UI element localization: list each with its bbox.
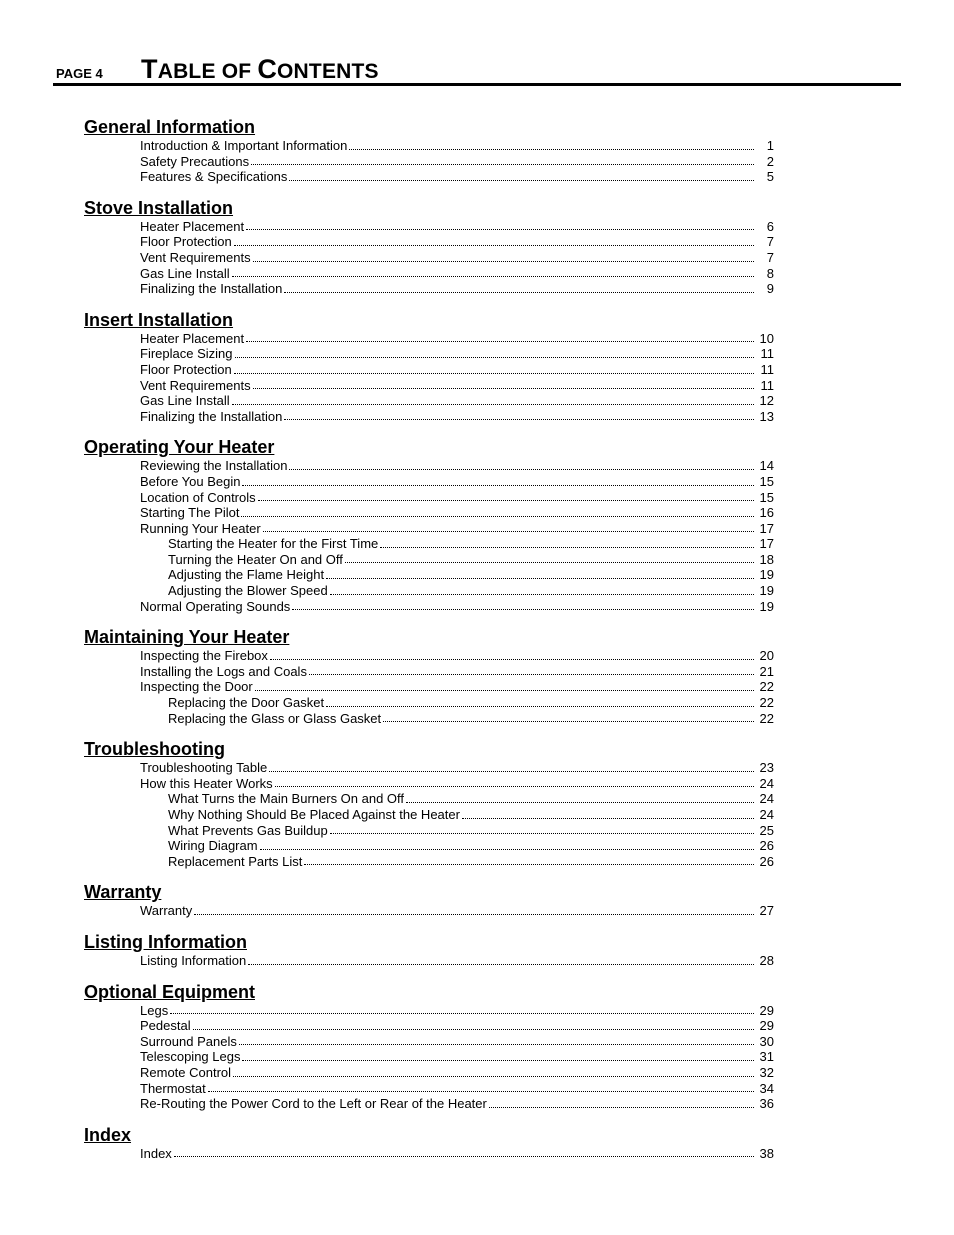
- entry-label: Location of Controls: [140, 489, 256, 505]
- dot-leader: [289, 179, 754, 181]
- dot-leader: [242, 484, 754, 486]
- dot-leader: [304, 863, 754, 865]
- dot-leader: [248, 963, 754, 965]
- entry-page-number: 26: [759, 838, 774, 854]
- entry-page-number: 23: [759, 760, 774, 776]
- toc-entry[interactable]: [84, 281, 774, 297]
- entry-page-number: 8: [766, 265, 774, 281]
- entry-label: Remote Control: [140, 1064, 232, 1080]
- dot-leader: [284, 418, 754, 420]
- title-part-1: ABLE OF: [157, 60, 258, 83]
- entry-label: Starting the Heater for the First Time: [168, 536, 379, 552]
- toc-subentry[interactable]: [84, 791, 774, 807]
- entry-label: Inspecting the Door: [140, 679, 253, 695]
- dot-leader: [326, 577, 754, 579]
- table-of-contents: [84, 117, 774, 1161]
- entry-page-number: 32: [759, 1064, 774, 1080]
- entry-label: Finalizing the Installation: [140, 408, 283, 424]
- page-header: [53, 54, 901, 86]
- dot-leader: [174, 1155, 754, 1157]
- entry-page-number: 34: [759, 1080, 774, 1096]
- dot-leader: [260, 848, 754, 850]
- dot-leader: [263, 530, 754, 532]
- dot-leader: [234, 244, 754, 246]
- dot-leader: [284, 291, 754, 293]
- entry-label: Vent Requirements: [140, 377, 251, 393]
- toc-section: [84, 437, 774, 614]
- toc-entry[interactable]: [84, 1049, 774, 1065]
- toc-entry[interactable]: [84, 1003, 774, 1019]
- dot-leader: [289, 468, 754, 470]
- toc-entry[interactable]: [84, 505, 774, 521]
- page-number-label: PAGE 4: [56, 66, 103, 81]
- dot-leader: [269, 770, 754, 772]
- section-heading[interactable]: Troubleshooting: [84, 739, 225, 760]
- toc-subentry[interactable]: [84, 711, 774, 727]
- entry-page-number: 31: [759, 1049, 774, 1065]
- entry-label: Telescoping Legs: [140, 1049, 241, 1065]
- toc-section: [84, 739, 774, 869]
- entry-page-number: 9: [766, 281, 774, 297]
- toc-section: [84, 627, 774, 726]
- toc-section: [84, 882, 774, 919]
- dot-leader: [242, 1059, 754, 1061]
- entry-page-number: 5: [766, 169, 774, 185]
- entry-label: Vent Requirements: [140, 249, 251, 265]
- entry-page-number: 36: [759, 1096, 774, 1112]
- entry-label: Starting The Pilot: [140, 505, 240, 521]
- dot-leader: [208, 1090, 754, 1092]
- dot-leader: [246, 340, 754, 342]
- entry-page-number: 18: [759, 551, 774, 567]
- toc-entry[interactable]: [84, 490, 774, 506]
- dot-leader: [234, 372, 754, 374]
- dot-leader: [380, 546, 754, 548]
- title-part-2: ONTENTS: [277, 60, 379, 83]
- dot-leader: [270, 658, 754, 660]
- dot-leader: [235, 356, 755, 358]
- toc-entry[interactable]: [84, 760, 774, 776]
- entry-label: Gas Line Install: [140, 393, 230, 409]
- toc-entry[interactable]: [84, 362, 774, 378]
- entry-page-number: 19: [759, 567, 774, 583]
- toc-section: [84, 1125, 774, 1162]
- entry-page-number: 7: [766, 249, 774, 265]
- entry-label: Surround Panels: [140, 1033, 237, 1049]
- entry-page-number: 22: [759, 710, 774, 726]
- page-title: [141, 54, 379, 85]
- dot-leader: [246, 228, 754, 230]
- entry-label: Fireplace Sizing: [140, 346, 233, 362]
- entry-page-number: 29: [759, 1002, 774, 1018]
- toc-subentry[interactable]: [84, 838, 774, 854]
- toc-entry[interactable]: [84, 234, 774, 250]
- dot-leader: [241, 515, 754, 517]
- toc-entry[interactable]: [84, 953, 774, 969]
- entry-label: What Turns the Main Burners On and Off: [168, 791, 405, 807]
- dot-leader: [489, 1106, 754, 1108]
- dot-leader: [406, 801, 754, 803]
- dot-leader: [193, 1028, 754, 1030]
- entry-label: Features & Specifications: [140, 169, 288, 185]
- entry-label: Replacement Parts List: [168, 853, 303, 869]
- dot-leader: [253, 260, 754, 262]
- entry-page-number: 11: [760, 361, 774, 377]
- entry-label: Legs: [140, 1002, 169, 1018]
- section-heading[interactable]: Operating Your Heater: [84, 437, 275, 458]
- toc-entry[interactable]: [84, 219, 774, 235]
- entry-page-number: 27: [759, 903, 774, 919]
- toc-entry[interactable]: [84, 266, 774, 282]
- toc-entry[interactable]: [84, 138, 774, 154]
- section-heading[interactable]: Insert Installation: [84, 309, 234, 330]
- entry-label: Installing the Logs and Coals: [140, 663, 307, 679]
- toc-entry[interactable]: [84, 346, 774, 362]
- dot-leader: [255, 689, 754, 691]
- section-heading[interactable]: Warranty: [84, 882, 162, 903]
- toc-entry[interactable]: [84, 250, 774, 266]
- toc-entry[interactable]: [84, 1018, 774, 1034]
- toc-entry[interactable]: [84, 1034, 774, 1050]
- toc-entry[interactable]: [84, 378, 774, 394]
- dot-leader: [253, 387, 754, 389]
- entry-page-number: 1: [766, 138, 774, 153]
- entry-page-number: 19: [759, 598, 774, 614]
- toc-subentry[interactable]: [84, 536, 774, 552]
- entry-label: Heater Placement: [140, 218, 245, 234]
- toc-subentry[interactable]: [84, 583, 774, 599]
- dot-leader: [292, 608, 754, 610]
- entry-page-number: 11: [760, 346, 774, 362]
- toc-section: [84, 198, 774, 297]
- toc-section: [84, 117, 774, 185]
- entry-page-number: 38: [759, 1145, 774, 1161]
- section-heading[interactable]: Stove Installation: [84, 197, 234, 218]
- entry-page-number: 14: [759, 458, 774, 474]
- entry-label: Introduction & Important Information: [140, 138, 348, 153]
- entry-page-number: 2: [766, 153, 774, 169]
- title-initial-t: T: [141, 54, 158, 84]
- toc-entry[interactable]: [84, 1065, 774, 1081]
- entry-label: Safety Precautions: [140, 153, 250, 169]
- entry-page-number: 29: [759, 1018, 774, 1034]
- entry-label: Troubleshooting Table: [140, 760, 268, 776]
- toc-entry[interactable]: [84, 776, 774, 792]
- dot-leader: [251, 163, 754, 165]
- entry-label: Wiring Diagram: [168, 838, 258, 854]
- entry-label: Heater Placement: [140, 330, 245, 346]
- toc-entry[interactable]: [84, 903, 774, 919]
- entry-page-number: 12: [759, 393, 774, 409]
- toc-entry[interactable]: [84, 458, 774, 474]
- entry-page-number: 25: [759, 822, 774, 838]
- entry-page-number: 24: [759, 807, 774, 822]
- entry-page-number: 19: [759, 583, 774, 599]
- entry-label: Why Nothing Should Be Placed Against the Heater: [168, 807, 460, 822]
- section-heading[interactable]: Listing Information: [84, 931, 247, 952]
- entry-label: Inspecting the Firebox: [140, 648, 268, 664]
- section-heading[interactable]: Maintaining Your Heater: [84, 627, 290, 648]
- entry-label: Running Your Heater: [140, 520, 261, 536]
- toc-entry[interactable]: [84, 474, 774, 490]
- entry-page-number: 26: [759, 853, 774, 869]
- entry-label: Adjusting the Flame Height: [168, 567, 325, 583]
- toc-entry[interactable]: [84, 393, 774, 409]
- dot-leader: [232, 275, 754, 277]
- dot-leader: [258, 499, 754, 501]
- section-heading[interactable]: General Information: [84, 117, 256, 137]
- entry-label: Floor Protection: [140, 361, 232, 377]
- toc-entry[interactable]: [84, 1096, 774, 1112]
- section-heading[interactable]: Optional Equipment: [84, 981, 255, 1002]
- dot-leader: [194, 913, 754, 915]
- toc-subentry[interactable]: [84, 567, 774, 583]
- toc-entry[interactable]: [84, 648, 774, 664]
- entry-page-number: 6: [766, 218, 774, 234]
- entry-label: Index: [140, 1145, 172, 1161]
- entry-page-number: 20: [759, 648, 774, 664]
- entry-page-number: 7: [766, 234, 774, 250]
- entry-page-number: 15: [759, 489, 774, 505]
- entry-page-number: 24: [759, 775, 774, 791]
- toc-entry[interactable]: [84, 1081, 774, 1097]
- entry-label: Pedestal: [140, 1018, 191, 1034]
- dot-leader: [232, 403, 754, 405]
- dot-leader: [170, 1012, 754, 1014]
- dot-leader: [233, 1075, 754, 1077]
- toc-subentry[interactable]: [84, 695, 774, 711]
- toc-entry[interactable]: [84, 331, 774, 347]
- entry-label: Adjusting the Blower Speed: [168, 583, 328, 599]
- toc-entry[interactable]: [84, 664, 774, 680]
- entry-page-number: 11: [760, 377, 774, 393]
- entry-page-number: 13: [759, 408, 774, 424]
- entry-label: What Prevents Gas Buildup: [168, 822, 328, 838]
- dot-leader: [330, 832, 754, 834]
- dot-leader: [326, 705, 754, 707]
- toc-entry[interactable]: [84, 1146, 774, 1162]
- entry-label: Thermostat: [140, 1080, 206, 1096]
- toc-subentry[interactable]: [84, 823, 774, 839]
- dot-leader: [383, 720, 754, 722]
- toc-section: [84, 310, 774, 425]
- dot-leader: [239, 1043, 754, 1045]
- toc-entry[interactable]: [84, 154, 774, 170]
- entry-page-number: 30: [759, 1033, 774, 1049]
- toc-subentry[interactable]: [84, 552, 774, 568]
- entry-label: Gas Line Install: [140, 265, 230, 281]
- toc-entry[interactable]: [84, 679, 774, 695]
- entry-label: How this Heater Works: [140, 775, 273, 791]
- dot-leader: [275, 785, 754, 787]
- toc-subentry[interactable]: [84, 854, 774, 870]
- toc-entry[interactable]: [84, 521, 774, 537]
- entry-label: Before You Begin: [140, 473, 241, 489]
- toc-entry[interactable]: [84, 169, 774, 185]
- dot-leader: [309, 673, 754, 675]
- entry-page-number: 24: [759, 791, 774, 807]
- entry-label: Finalizing the Installation: [140, 281, 283, 297]
- entry-page-number: 16: [759, 505, 774, 521]
- entry-label: Listing Information: [140, 952, 247, 968]
- entry-page-number: 22: [759, 679, 774, 695]
- toc-section: [84, 932, 774, 969]
- entry-page-number: 17: [759, 520, 774, 536]
- toc-subentry[interactable]: [84, 807, 774, 823]
- dot-leader: [349, 148, 754, 150]
- toc-entry[interactable]: [84, 409, 774, 425]
- section-heading[interactable]: Index: [84, 1124, 132, 1145]
- entry-label: Replacing the Glass or Glass Gasket: [168, 710, 382, 726]
- entry-page-number: 28: [759, 952, 774, 968]
- entry-label: Floor Protection: [140, 234, 232, 250]
- dot-leader: [462, 817, 754, 819]
- entry-page-number: 22: [759, 695, 774, 711]
- entry-label: Normal Operating Sounds: [140, 598, 291, 614]
- dot-leader: [330, 593, 754, 595]
- entry-page-number: 21: [759, 663, 774, 679]
- toc-entry[interactable]: [84, 599, 774, 615]
- entry-page-number: 10: [759, 330, 774, 346]
- dot-leader: [345, 561, 754, 563]
- title-initial-c: C: [257, 54, 278, 84]
- entry-label: Re-Routing the Power Cord to the Left or Rear of the Heater: [140, 1096, 487, 1112]
- toc-section: [84, 982, 774, 1112]
- entry-label: Turning the Heater On and Off: [168, 551, 343, 567]
- entry-label: Warranty: [140, 903, 193, 919]
- entry-page-number: 17: [759, 536, 774, 552]
- entry-label: Reviewing the Installation: [140, 458, 288, 474]
- entry-page-number: 15: [759, 473, 774, 489]
- entry-label: Replacing the Door Gasket: [168, 695, 325, 711]
